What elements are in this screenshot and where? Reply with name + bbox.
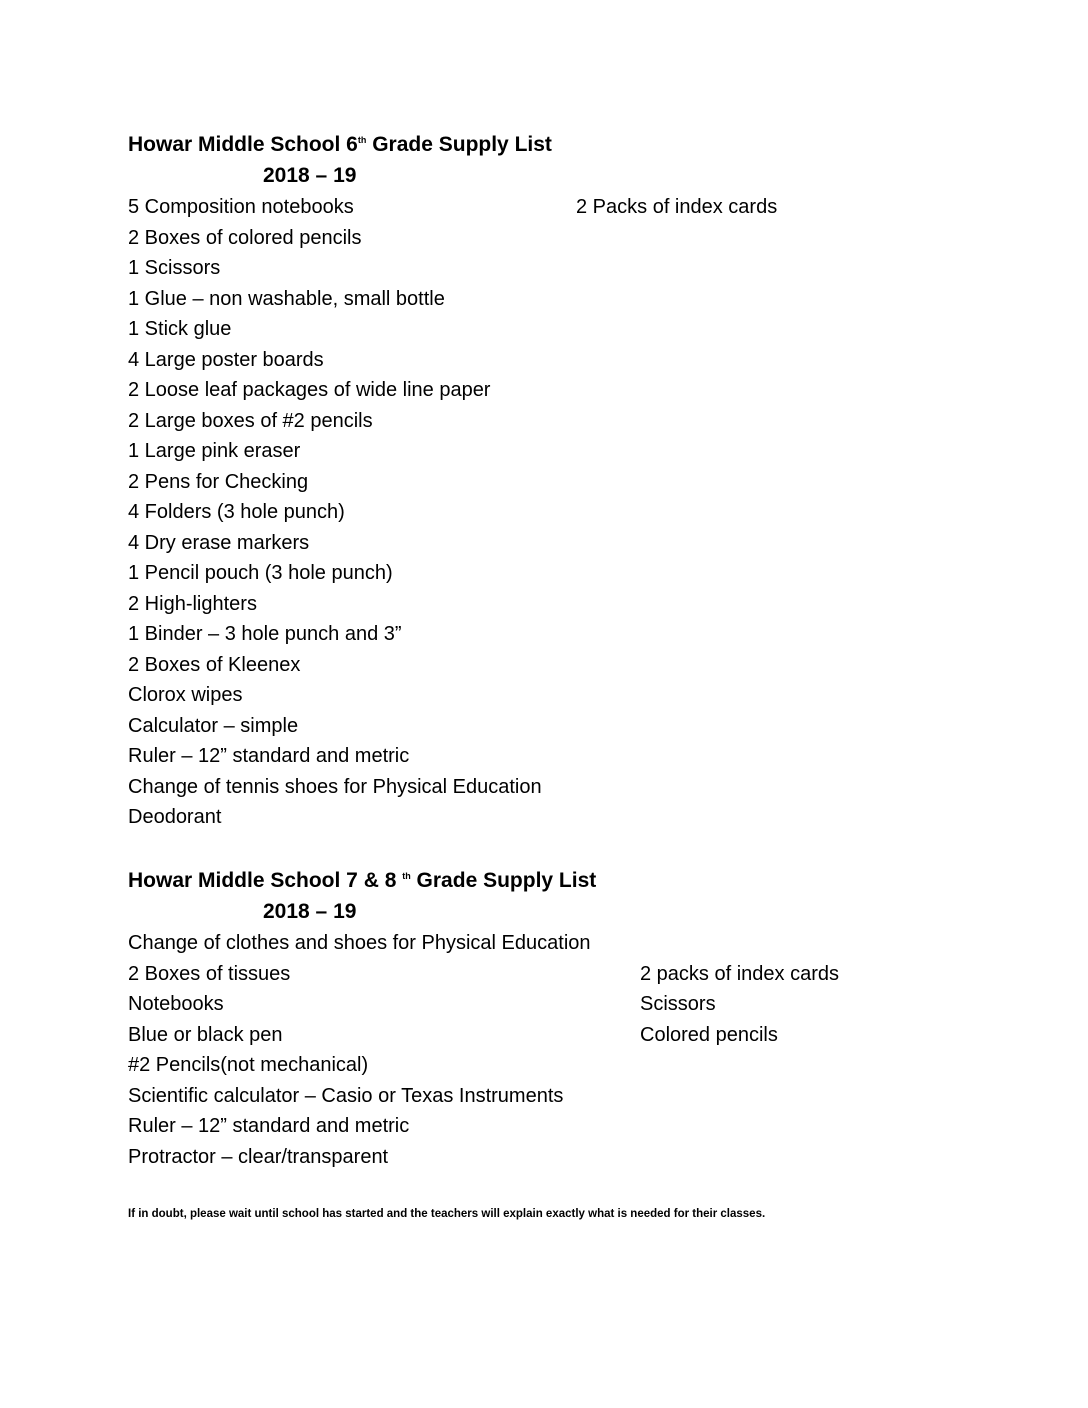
list-item	[128, 284, 1028, 315]
item-left: Ruler – 12” standard and metric	[128, 745, 410, 767]
item-left: 2 Boxes of colored pencils	[128, 226, 362, 249]
item-right: Colored pencils	[640, 1023, 778, 1046]
list-item	[128, 650, 1028, 681]
item-left: 2 Large boxes of #2 pencils	[128, 409, 373, 432]
item-left: Protractor – clear/transparent	[128, 1145, 389, 1168]
item-left: 1 Stick glue	[128, 318, 232, 340]
supply-items	[128, 192, 1028, 833]
list-item	[128, 772, 1028, 803]
item-left: Change of tennis shoes for Physical Education	[128, 775, 542, 798]
title-superscript: th	[402, 871, 411, 881]
item-right: 2 Packs of index cards	[576, 196, 778, 218]
supply-list-6th-grade	[128, 130, 1028, 833]
item-left: 4 Large poster boards	[128, 348, 324, 371]
item-left: 1 Glue – non washable, small bottle	[128, 287, 445, 310]
section-title	[128, 866, 1028, 896]
item-right: 2 packs of index cards	[640, 962, 839, 985]
supply-items	[128, 928, 1028, 1172]
list-item	[128, 253, 1028, 284]
item-left: 2 Pens for Checking	[128, 470, 309, 493]
school-year: 2018 – 19	[263, 900, 357, 923]
list-item	[128, 1050, 1028, 1081]
item-right: Scissors	[640, 993, 716, 1015]
item-left: Deodorant	[128, 806, 222, 828]
title-text: Howar Middle School 7 & 8	[128, 869, 403, 892]
list-item	[128, 1142, 1028, 1173]
list-item	[128, 467, 1028, 498]
list-item	[128, 680, 1028, 711]
item-left: 4 Dry erase markers	[128, 531, 310, 554]
item-left: 4 Folders (3 hole punch)	[128, 501, 345, 523]
item-left: 2 Boxes of Kleenex	[128, 653, 301, 676]
list-item	[128, 436, 1028, 467]
list-item	[128, 741, 1028, 772]
list-item	[128, 802, 1028, 833]
list-item	[128, 345, 1028, 376]
list-item	[128, 589, 1028, 620]
title-superscript: th	[357, 135, 367, 145]
title-text-end: Grade Supply List	[410, 869, 597, 892]
item-left: 2 Boxes of tissues	[128, 962, 291, 985]
title-text-end: Grade Supply List	[366, 133, 552, 156]
item-left: 1 Scissors	[128, 257, 221, 279]
list-item	[128, 711, 1028, 742]
list-item	[128, 1081, 1028, 1112]
section-title	[128, 130, 1028, 160]
list-item	[128, 928, 1028, 959]
school-year: 2018 – 19	[263, 164, 357, 187]
item-left: 1 Pencil pouch (3 hole punch)	[128, 562, 393, 584]
item-left: 5 Composition notebooks	[128, 196, 354, 218]
list-item	[128, 619, 1028, 650]
list-item	[128, 192, 1028, 223]
item-left: Scientific calculator – Casio or Texas Instruments	[128, 1084, 564, 1107]
item-left: Clorox wipes	[128, 684, 243, 706]
list-item	[128, 406, 1028, 437]
supply-list-7-8th-grade	[128, 866, 1028, 1172]
item-left: 1 Large pink eraser	[128, 440, 301, 462]
list-item	[128, 959, 1028, 990]
list-item	[128, 1111, 1028, 1142]
list-item	[128, 223, 1028, 254]
item-left: Notebooks	[128, 993, 224, 1015]
footnote: If in doubt, please wait until school has started and the teachers will explain exactly what is needed for their classes.	[128, 1208, 766, 1220]
title-text: Howar Middle School 6	[128, 133, 358, 156]
item-left: Ruler – 12” standard and metric	[128, 1115, 410, 1137]
item-left: Change of clothes and shoes for Physical Education	[128, 932, 591, 954]
item-left: 1 Binder – 3 hole punch and 3”	[128, 623, 402, 645]
list-item	[128, 375, 1028, 406]
list-item	[128, 497, 1028, 528]
list-item	[128, 1020, 1028, 1051]
item-left: Blue or black pen	[128, 1023, 283, 1046]
list-item	[128, 989, 1028, 1020]
list-item	[128, 558, 1028, 589]
list-item	[128, 314, 1028, 345]
item-left: 2 High-lighters	[128, 592, 257, 615]
list-item	[128, 528, 1028, 559]
item-left: #2 Pencils(not mechanical)	[128, 1054, 369, 1076]
item-left: Calculator – simple	[128, 714, 299, 737]
item-left: 2 Loose leaf packages of wide line paper	[128, 379, 491, 401]
